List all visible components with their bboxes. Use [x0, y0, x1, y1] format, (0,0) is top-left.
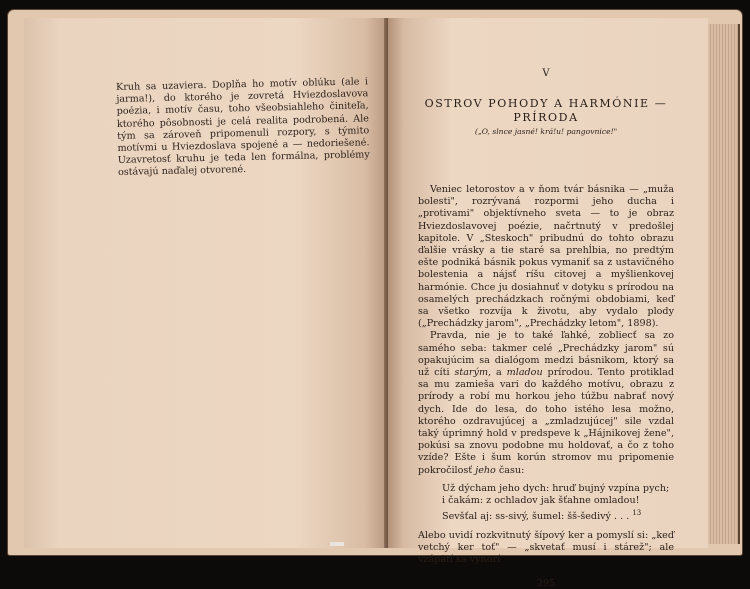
poem-line-3-text: Sevšťal aj: ss-sivý, šumel: šš-šedivý . . . — [442, 511, 630, 523]
chapter-number: V — [542, 68, 550, 79]
right-page — [388, 18, 708, 589]
poem-line-1: Už dýcham jeho dych: hruď bujný vzpína pych; — [442, 482, 670, 494]
chapter-title-line2: PRÍRODA — [513, 111, 579, 124]
paragraph-2 — [418, 330, 674, 476]
poem-line-3 — [442, 507, 674, 523]
paragraph-2-part-4: času: — [495, 464, 525, 476]
paragraph-2-part-2: , a — [488, 367, 507, 379]
poem-line-2: i čakám: z ochladov jak šťahne omladou! — [442, 495, 640, 507]
paragraph-2-part-3: prírodou. Tento protiklad sa mu zamieša vari do každého motívu, obrazu z prírody a robí mu horkou jeho túžbu nabrať nový dych. Ide do lesa, do toho istého lesa možno, ktorého ozdravujúcej a „zmladzujúcej" sile vzdal taký úprimný hold v predspeve k „Hájnikovej žene", pokúsi sa znovu podobne mu holdovať, a čo z toho vzíde? Ešte i šum korún stromov mu pripomenie pokročilosť — [418, 367, 675, 476]
italic-starym: starým — [454, 367, 489, 379]
paragraph-2-part-1: Pravda, nie je to také ľahké, zobliecť sa zo samého seba: takmer celé „Prechádzky jarom" sú opakujúcim sa dialógom medzi básnikom, ktorý sa už cíti — [418, 330, 674, 379]
italic-mladou: mladou — [506, 367, 543, 379]
left-page — [24, 18, 386, 548]
chapter-title-line1: OSTROV POHODY A HARMÓNIE — — [424, 97, 668, 110]
poem-quote — [442, 483, 674, 524]
paragraph-1: Veniec letorostov a v ňom tvár básnika — „muža bolesti", rozrývaná rozpormi jeho ducha i „protivami" objektívneho sveta — to je obraz Hviezdoslavovej poézie, načrtnutý v predošlej kapitole. V „Steskoch" pribudnú do tohto obrazu ďalšie vrásky a tie staré sa prehĺbia, no predtým ešte podniká básnik pokus vymaniť sa z ustavičného bolestenia a nájsť ríšu citovej a myšlienkovej harmónie. Chce ju dosiahnuť v dotyku s prírodou na osamelých prechádzkach ročnými obdobiami, keď sa všetko rozvíja k životu, aby vydalo plody („Prechádzky jarom", „Prechádzky letom", 1898). — [418, 184, 674, 330]
page-edges — [708, 24, 740, 544]
left-page-paragraph: Kruh sa uzaviera. Doplňa ho motív oblúku (ale i jarma!), do ktorého je zovretá Hviezdoslavova poézia, i motív času, toho všeobsiahleho činiteľa, ktorého pôsobnosti je celá realita podrobená. Ale tým sa zároveň pripomenuli rozpory, s týmito motívmi u Hviezdoslava spojené a — nedoriešené. Uzavretosť kruhu je teda len formálna, problémy ostávajú naďalej otvorené. — [116, 76, 370, 179]
italic-jeho: jeho — [475, 464, 496, 476]
spine-mark — [330, 542, 344, 546]
footnote-mark: 13 — [632, 509, 642, 518]
open-book — [8, 10, 742, 589]
chapter-body — [418, 184, 674, 566]
chapter-epigraph: („O, slnce jasné! krá!u! pangovnice!" — [474, 127, 618, 136]
page-number: 295 — [536, 578, 556, 589]
paragraph-3: Alebo uvidí rozkvitnutý šípový ker a pomyslí si: „keď vetchý ker toť" — „skvetať musí i stárež"; ale vzápätí sa vynorí — [418, 529, 674, 566]
